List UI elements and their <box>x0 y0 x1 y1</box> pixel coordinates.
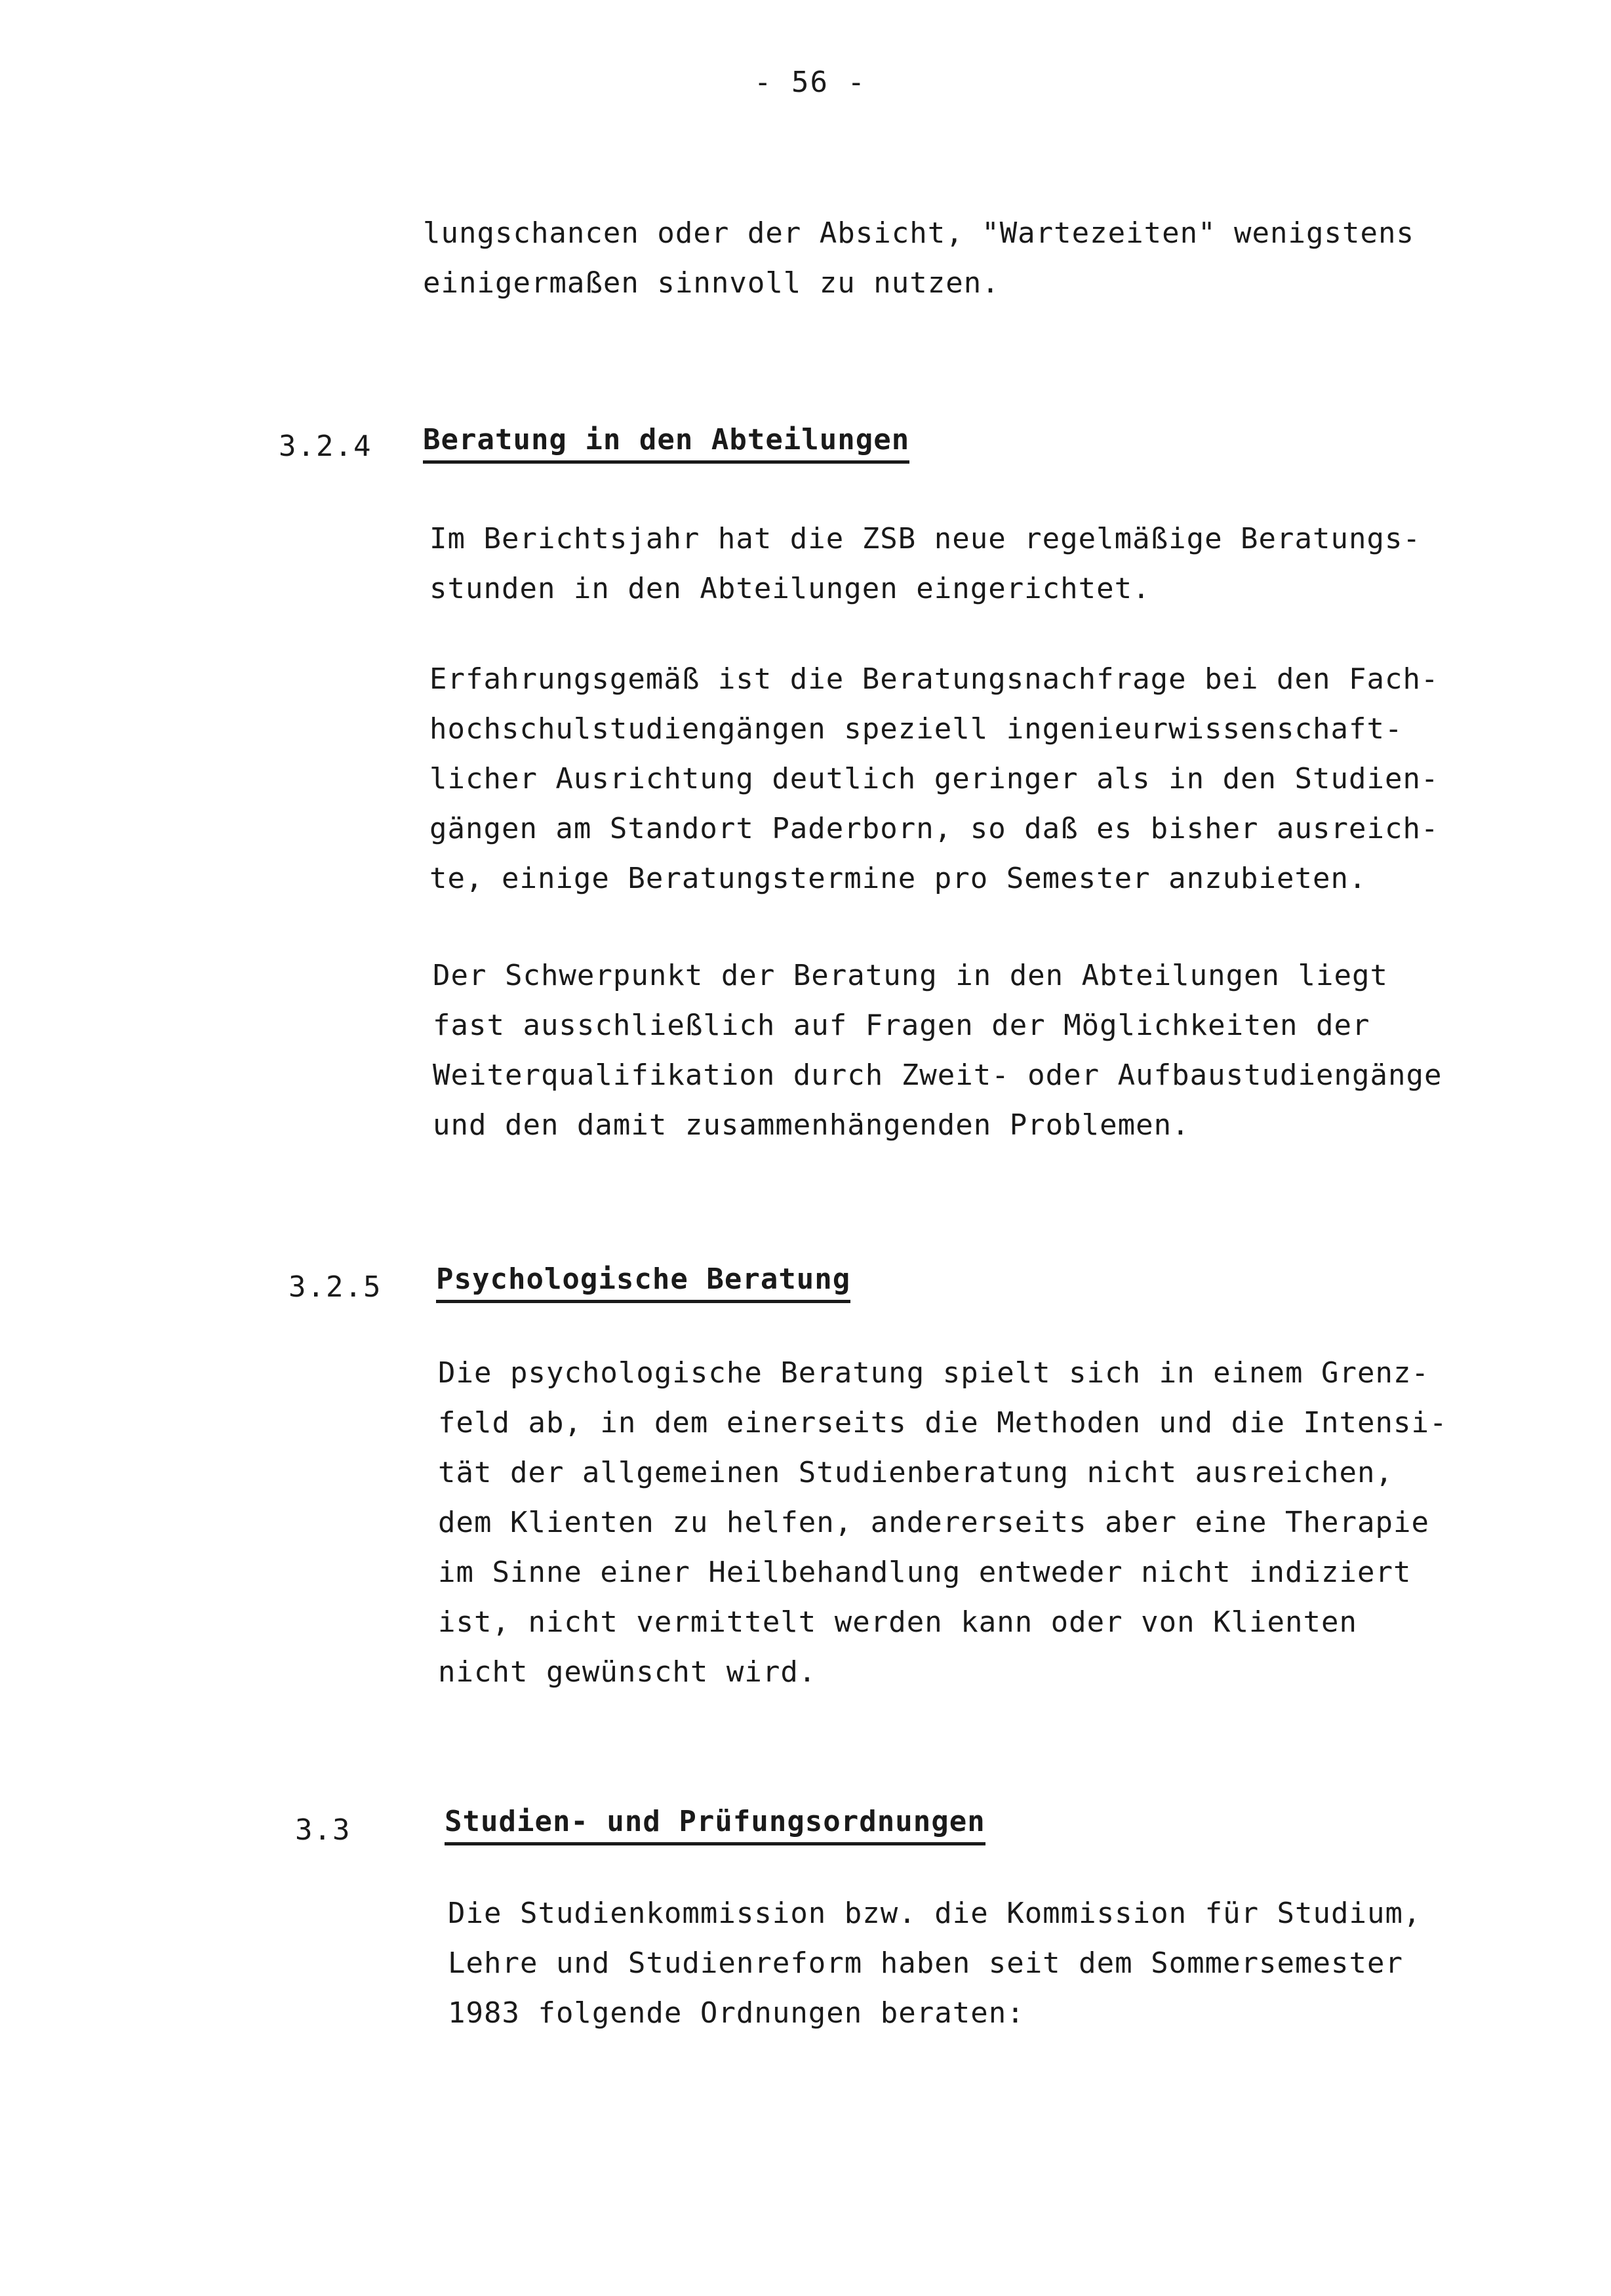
text-line: Weiterqualifikation durch Zweit- oder Aufbaustudiengänge <box>433 1058 1442 1092</box>
text-line: 1983 folgende Ordnungen beraten: <box>448 1996 1025 2030</box>
text-line: nicht gewünscht wird. <box>438 1655 817 1689</box>
text-line: licher Ausrichtung deutlich geringer als in den Studien- <box>429 762 1439 796</box>
text-line: hochschulstudiengängen speziell ingenieurwissenschaft- <box>429 712 1403 746</box>
paragraph <box>429 655 1439 904</box>
text-line: fast ausschließlich auf Fragen der Möglichkeiten der <box>433 1009 1370 1042</box>
paragraph <box>438 1348 1447 1697</box>
text-line: dem Klienten zu helfen, andererseits aber eine Therapie <box>438 1506 1429 1539</box>
paragraph <box>429 514 1421 614</box>
text-line: ist, nicht vermittelt werden kann oder von Klienten <box>438 1605 1358 1639</box>
text-line: lungschancen oder der Absicht, "Wartezeiten" wenigstens <box>423 216 1414 250</box>
text-line: stunden in den Abteilungen eingerichtet. <box>429 572 1151 605</box>
section-title: Beratung in den Abteilungen <box>423 423 909 464</box>
text-line: gängen am Standort Paderborn, so daß es bisher ausreich- <box>429 812 1439 845</box>
section-title: Studien- und Prüfungsordnungen <box>445 1805 985 1845</box>
text-line: Die Studienkommission bzw. die Kommission für Studium, <box>448 1897 1422 1930</box>
text-line: Lehre und Studienreform haben seit dem Sommersemester <box>448 1946 1403 1980</box>
text-line: te, einige Beratungstermine pro Semester anzubieten. <box>429 862 1367 895</box>
section-number: 3.2.5 <box>288 1270 382 1304</box>
section-title: Psychologische Beratung <box>436 1262 850 1303</box>
text-line: feld ab, in dem einerseits die Methoden und die Intensi- <box>438 1406 1448 1440</box>
text-line: und den damit zusammenhängenden Problemen. <box>433 1108 1190 1142</box>
page-number: - 56 - <box>754 66 866 99</box>
text-line: im Sinne einer Heilbehandlung entweder nicht indiziert <box>438 1556 1412 1589</box>
paragraph <box>433 951 1442 1150</box>
text-line: Erfahrungsgemäß ist die Beratungsnachfrage bei den Fach- <box>429 662 1439 696</box>
text-line: tät der allgemeinen Studienberatung nicht ausreichen, <box>438 1456 1393 1489</box>
text-line: Im Berichtsjahr hat die ZSB neue regelmäßige Beratungs- <box>429 522 1421 555</box>
text-line: einigermaßen sinnvoll zu nutzen. <box>423 266 1000 300</box>
intro-paragraph <box>423 209 1414 308</box>
section-number: 3.3 <box>295 1813 351 1847</box>
text-line: Die psychologische Beratung spielt sich in einem Grenz- <box>438 1356 1429 1390</box>
paragraph <box>448 1889 1421 2038</box>
text-line: Der Schwerpunkt der Beratung in den Abteilungen liegt <box>433 959 1388 992</box>
section-number: 3.2.4 <box>279 430 372 463</box>
